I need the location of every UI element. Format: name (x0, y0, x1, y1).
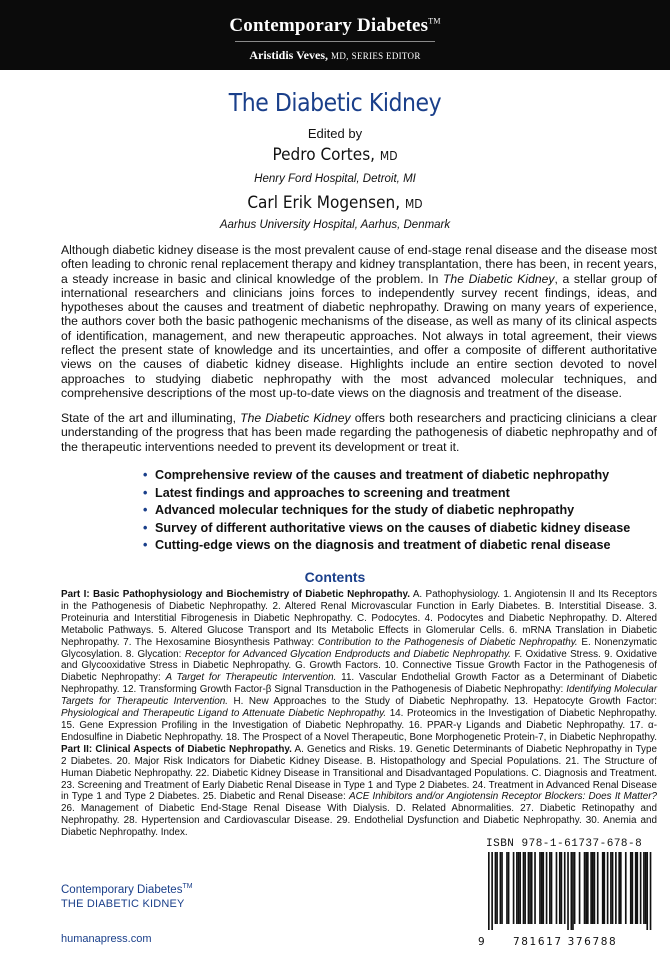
series-title: Contemporary Diabetes™ (229, 15, 441, 36)
book-title: The Diabetic Kidney (228, 88, 442, 117)
list-item: • Survey of different authoritative views on the causes of diabetic kidney disease (143, 520, 630, 538)
barcode (478, 852, 660, 930)
contents-heading: Contents (304, 569, 366, 585)
publisher-url: humanapress.com (61, 933, 152, 945)
bullet-icon: • (143, 520, 148, 535)
editor-affiliation: Henry Ford Hospital, Detroit, MI (254, 173, 416, 185)
editor-name: Carl Erik Mogensen, MD (247, 193, 423, 213)
list-item: • Cutting-edge views on the diagnosis and treatment of diabetic renal disease (143, 537, 630, 555)
series-header (0, 0, 670, 70)
list-item: • Advanced molecular techniques for the study of diabetic nephropathy (143, 502, 630, 520)
footer-series-name: Contemporary Diabetes™ (61, 883, 193, 896)
header-divider (235, 41, 435, 42)
footer-book-title: THE DIABETIC KIDNEY (61, 898, 185, 910)
description-paragraph: Although diabetic kidney disease is the most prevalent cause of end-stage renal disease and the disease most often leading to chronic renal replacement therapy and kidney transplantation, there has been, in recent years, a steady increase in basic and clinical knowledge of the problem. In The Diabetic Kidney, a stellar group of international researchers and clinicians joins forces to independently survey recent findings, ideas, and hypotheses about the causes and treatment of diabetic nephropathy. Drawing on many years of experience, the authors cover both the basic pathogenic mechanisms of the disease, as well as many of its clinical aspects of identification, management, and new therapeutic approaches. Not always in total agreement, their views reflect the present state of knowledge and its uncertainties, and offer a composite of different authoritative views on the causes of diabetic kidney disease. Highlights include an entire section devoted to novel approaches to studying diabetic nephropathy with the most advanced molecular techniques, and comprehensive descriptions of the most up-to-date views on the diagnosis and treatment of the disease. (61, 243, 657, 400)
bullet-icon: • (143, 468, 148, 482)
list-item: • Comprehensive review of the causes and treatment of diabetic nephropathy (143, 467, 630, 485)
bullet-icon: • (143, 485, 148, 500)
series-editor: Aristidis Veves, MD, SERIES EDITOR (249, 48, 421, 62)
list-item: • Latest findings and approaches to screening and treatment (143, 485, 630, 503)
edited-by-label: Edited by (307, 126, 363, 141)
editor-affiliation: Aarhus University Hospital, Aarhus, Denmark (219, 219, 451, 231)
editor-name: Pedro Cortes, MD (272, 145, 398, 165)
contents-body: Part I: Basic Pathophysiology and Biochemistry of Diabetic Nephropathy. A. Pathophysiology. 1. Angiotensin II and Its Receptors in the Pathogenesis of Diabetic Nephropathy. 2. Altered Renal Microvascular Function in Early Diabetes. B. Interstitial Disease. 3. Proteinuria and Interstitial Fibrogenesis in Diabetic Nephropathy. C. Podocytes. 4. Podocytes and Diabetic Nephropathy. D. Altered Metabolic Pathways. 5. Altered Glucose Transport and Its Metabolic Effects in Glomerular Cells. 6. mRNA Translation in Diabetic Nephropathy. 7. The Hexosamine Biosynthesis Pathway: Contribution to the Pathogenesis of Diabetic Nephropathy. E. Nonenzymatic Glycosylation. 8. Glycation: Receptor for Advanced Glycation Endproducts and Diabetic Nephropathy. F. Oxidative Stress. 9. Oxidative and Glycooxidative Stress in Diabetic Nephropathy. G. Growth Factors. 10. Connective Tissue Growth Factor in the Pathogenesis of Diabetic Nephropathy: A Target for Therapeutic Intervention. 11. Vascular Endothelial Growth Factor as a Determinant of Diabetic Nephropathy. 12. Transforming Growth Factor-β Signal Transduction in the Pathogenesis of Diabetic Nephropathy: Identifying Molecular Targets for Therapeutic Intervention. H. New Approaches to the Study of Diabetic Nephropathy. 13. Hepatocyte Growth Factor: Physiological and Therapeutic Ligand to Attenuate Diabetic Nephropathy. 14. Proteomics in the Investigation of Diabetic Nephropathy. 15. Gene Expression Profiling in the Investigation of Diabetic Nephropathy. 16. PPAR-γ Ligands and Diabetic Nephropathy. 17. α-Endosulfine in Diabetic Nephropathy. 18. The Prospect of a Novel Therapeutic, Bone Morphogenetic Protein-7, in Diabetic Nephropathy. Part II: Clinical Aspects of Diabetic Nephropathy. A. Genetics and Risks. 19. Genetic Determinants of Diabetic Nephropathy in Type 2 Diabetes. 20. Major Risk Indicators for Diabetic Kidney Disease. B. Histopathology and Special Populations. 21. The Structure of Human Diabetic Nephropathy. 22. Diabetic Kidney Disease in Transitional and Disadvantaged Populations. C. Diagnosis and Treatment. 23. Screening and Treatment of Early Diabetic Renal Disease in Type 1 and Type 2 Diabetes. 24. Treatment in Advanced Renal Disease in Type 1 and Type 2 Diabetes. 25. Diabetic and Renal Disease: ACE Inhibitors and/or Angiotensin Receptor Blockers: Does It Matter? 26. Management of Diabetic End-Stage Renal Disease With Dialysis. D. Related Abnormalities. 27. Diabetic Retinopathy and Nephropathy. 28. Hypertension and Cardiovascular Disease. 29. Endothelial Dysfunction and Diabetic Nephropathy. 30. Anemia and Diabetic Nephropathy. Index. (61, 589, 658, 839)
bullet-icon: • (143, 503, 148, 518)
barcode-icon (478, 852, 660, 930)
description-paragraph: State of the art and illuminating, The Diabetic Kidney offers both researchers and practicing clinicians a clear understanding of the progress that has been made regarding the pathogenesis of diabetic nephropathy and of the therapeutic interventions needed to prevent its development or treat it. (61, 411, 657, 454)
highlights-list (143, 467, 630, 555)
isbn-label: ISBN 978-1-61737-678-8 (486, 838, 643, 850)
bullet-icon: • (143, 538, 148, 553)
